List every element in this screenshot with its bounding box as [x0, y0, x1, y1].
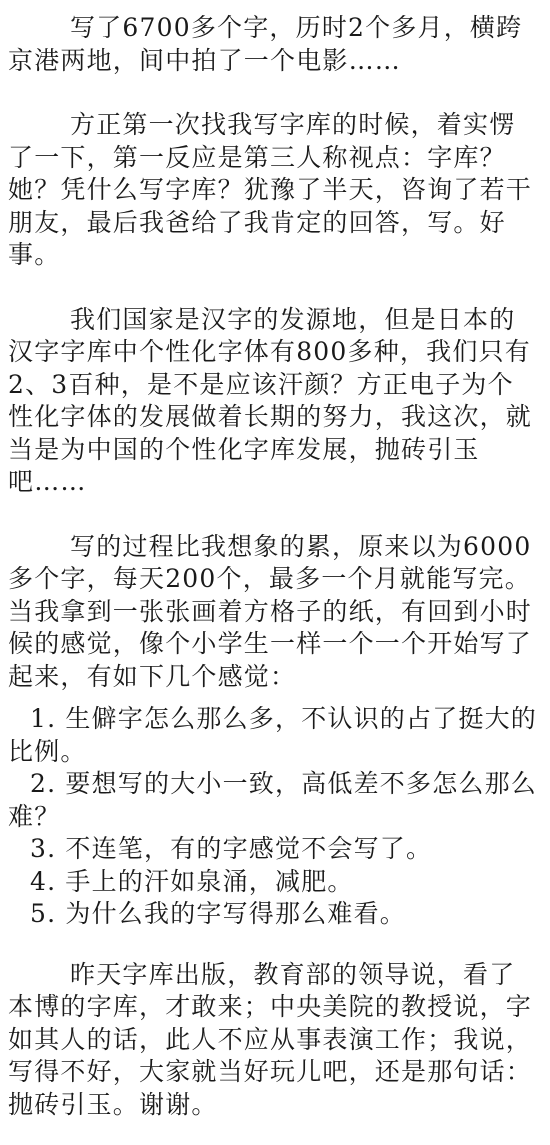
- list-item: 1. 生僻字怎么那么多，不认识的占了挺大的比例。: [8, 704, 538, 766]
- list-item: 4. 手上的汗如泉涌，减肥。: [30, 866, 354, 896]
- paragraph-intro: 写了6700多个字，历时2个多月，横跨京港两地，间中拍了一个电影……: [8, 13, 523, 75]
- feelings-list: [8, 703, 538, 931]
- list-item: 5. 为什么我的字写得那么难看。: [30, 899, 407, 928]
- paragraph-publication: 昨天字库出版，教育部的领导说，看了本博的字库，才敢来；中央美院的教授说，字如其人的话，此人不应从事表演工作；我说，写得不好，大家就当好玩儿吧，还是那句话：抛砖引玉。谢谢。: [8, 959, 533, 1119]
- list-item: 3. 不连笔，有的字感觉不会写了。: [30, 834, 433, 863]
- paragraph-writing-process: 写的过程比我想象的累，原来以为6000多个字，每天200个，最多一个月就能写完。当我拿到一张张画着方格子的纸，有回到小时候的感觉，像个小学生一样一个一个开始写了起来，有如下几个感觉：: [8, 531, 533, 691]
- list-item: 2. 要想写的大小一致，高低差不多怎么那么难？: [8, 769, 538, 831]
- paragraph-first-request: 方正第一次找我写字库的时候，着实愣了一下，第一反应是第三人称视点：字库？她？凭什么写字库？犹豫了半天，咨询了若干朋友，最后我爸给了我肯定的回答，写。好事。: [8, 110, 533, 269]
- paragraph-font-development: 我们国家是汉字的发源地，但是日本的汉字字库中个性化字体有800多种，我们只有2、3百种，是不是应该汗颜？方正电子为个性化字体的发展做着长期的努力，我这次，就当是为中国的个性化字库发展，抛砖引玉吧……: [8, 304, 533, 496]
